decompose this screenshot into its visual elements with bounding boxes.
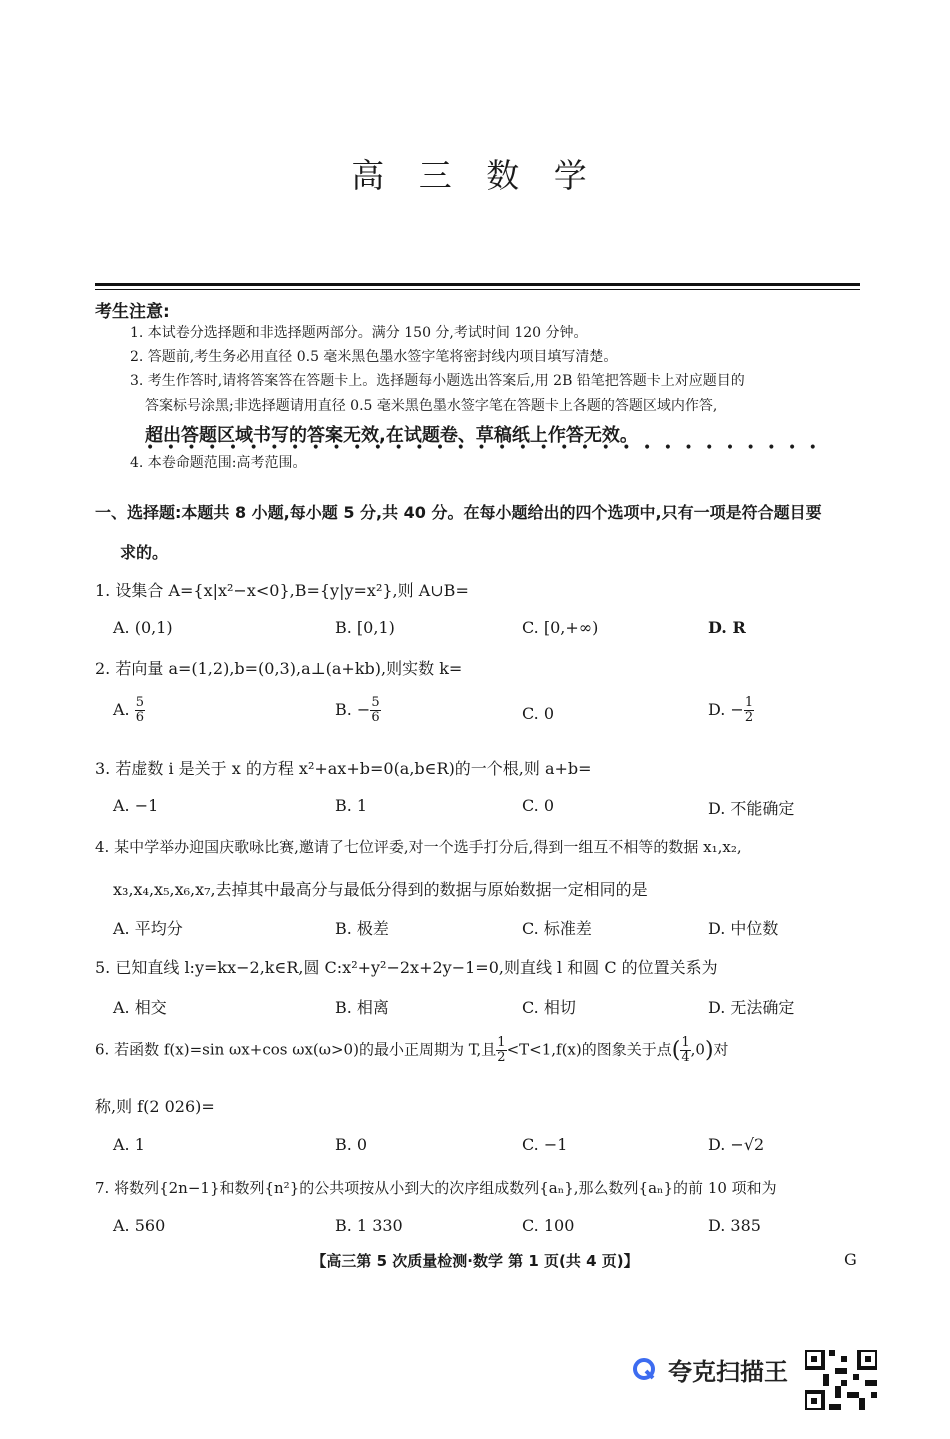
q6-stem-d: 对 [713, 1040, 729, 1059]
q6-option-b: B. 0 [335, 1135, 368, 1154]
q6-fraction-quarter [680, 1036, 690, 1065]
notice-item: 1. 本试卷分选择题和非选择题两部分。满分 150 分,考试时间 120 分钟。 [130, 325, 588, 341]
question-6-stem [95, 1036, 729, 1065]
q5-option-b: B. 相离 [335, 998, 389, 1017]
q2-d-label: D. − [708, 700, 744, 719]
section-heading-cont: 求的。 [120, 543, 169, 562]
q2-option-c: C. 0 [522, 704, 555, 723]
q2-b-fraction [370, 696, 380, 725]
q4-option-a: A. 平均分 [113, 919, 183, 938]
q3-option-b: B. 1 [335, 796, 368, 815]
q1-option-c: C. [0,+∞) [522, 618, 599, 637]
q1-option-a: A. (0,1) [113, 618, 173, 637]
frac-num: 1 [681, 1035, 690, 1050]
scanner-brand: 夸克扫描王 [668, 1358, 788, 1386]
frac-den: 4 [681, 1050, 690, 1065]
q7-option-b: B. 1 330 [335, 1216, 403, 1235]
frac-den: 6 [135, 710, 145, 725]
q3-option-a: A. −1 [113, 796, 159, 815]
q6-stem-a: 6. 若函数 f(x)=sin ωx+cos ωx(ω>0)的最小正周期为 T,且 [95, 1040, 497, 1059]
q3-option-c: C. 0 [522, 796, 555, 815]
q1-option-d: D. R [708, 618, 746, 637]
question-7-stem: 7. 将数列{2n−1}和数列{n²}的公共项按从小到大的次序组成数列{aₙ},那么数列{aₙ}的前 10 项和为 [95, 1179, 777, 1197]
page-title: 高 三 数 学 [351, 156, 599, 195]
q5-option-a: A. 相交 [113, 998, 167, 1017]
question-4-stem-cont: x₃,x₄,x₅,x₆,x₇,去掉其中最高分与最低分得到的数据与原始数据一定相同的是 [113, 880, 648, 899]
notice-heading: 考生注意: [95, 302, 170, 322]
q7-option-d: D. 385 [708, 1216, 761, 1235]
question-4-stem: 4. 某中学举办迎国庆歌咏比赛,邀请了七位评委,对一个选手打分后,得到一组互不相等的数据 x₁,x₂, [95, 838, 742, 856]
q6-stem-c: ,0 [690, 1040, 705, 1059]
frac-den: 2 [497, 1050, 506, 1065]
notice-item: 2. 答题前,考生务必用直径 0.5 毫米黑色墨水签字笔将密封线内项目填写清楚。 [130, 349, 618, 365]
page-footer: 【高三第 5 次质量检测·数学 第 1 页(共 4 页)】 [311, 1252, 639, 1270]
frac-num: 5 [135, 695, 145, 710]
qr-code-icon [805, 1350, 877, 1410]
scanner-logo-icon [632, 1357, 656, 1381]
q2-b-label: B. − [335, 700, 371, 719]
q6-option-a: A. 1 [113, 1135, 145, 1154]
q3-option-d: D. 不能确定 [708, 799, 795, 818]
question-1-stem: 1. 设集合 A={x|x²−x<0},B={y|y=x²},则 A∪B= [95, 581, 469, 600]
q1-option-b: B. [0,1) [335, 618, 395, 637]
notice-item-emphasis: 超出答题区域书写的答案无效,在试题卷、草稿纸上作答无效。 [145, 425, 638, 446]
q7-option-c: C. 100 [522, 1216, 575, 1235]
frac-num: 1 [497, 1035, 506, 1050]
q2-a-label: A. [113, 700, 130, 719]
q2-d-fraction [744, 696, 754, 725]
frac-num: 5 [371, 695, 380, 710]
q2-a-fraction [135, 696, 145, 725]
section-heading: 一、选择题:本题共 8 小题,每小题 5 分,共 40 分。在每小题给出的四个选项中,只有一项是符合题目要 [95, 503, 822, 522]
header-rule-thick [95, 283, 860, 286]
q4-option-b: B. 极差 [335, 919, 389, 938]
q6-option-c: C. −1 [522, 1135, 568, 1154]
question-2-stem: 2. 若向量 a=(1,2),b=(0,3),a⊥(a+kb),则实数 k= [95, 659, 463, 678]
q6-option-d: D. −√2 [708, 1135, 765, 1154]
q2-option-b [335, 696, 381, 725]
question-6-stem-cont: 称,则 f(2 026)= [95, 1097, 215, 1116]
notice-item: 3. 考生作答时,请将答案答在答题卡上。选择题每小题选出答案后,用 2B 铅笔把答题卡上对应题目的 [130, 373, 745, 389]
frac-den: 6 [371, 710, 380, 725]
frac-num: 1 [744, 695, 754, 710]
q5-option-d: D. 无法确定 [708, 998, 795, 1017]
q6-fraction-half [496, 1036, 506, 1065]
q2-option-a [113, 696, 145, 725]
q4-option-d: D. 中位数 [708, 919, 779, 938]
q4-option-c: C. 标准差 [522, 919, 592, 938]
q6-stem-b: <T<1,f(x)的图象关于点 [506, 1040, 672, 1059]
q6-right-paren: ) [704, 1038, 714, 1063]
version-mark: G [844, 1250, 857, 1269]
emphasis-dots: • • • • • • • • • • • • • • • • • • • • • • • • • • • • • • • • • [146, 440, 821, 456]
q2-option-d [708, 696, 754, 725]
q5-option-c: C. 相切 [522, 998, 576, 1017]
notice-item: 4. 本卷命题范围:高考范围。 [130, 455, 307, 471]
notice-item: 答案标号涂黑;非选择题请用直径 0.5 毫米黑色墨水签字笔在答题卡上各题的答题区域内作答, [145, 398, 718, 414]
q7-option-a: A. 560 [113, 1216, 166, 1235]
header-rule-thin [95, 289, 860, 290]
q6-left-paren: ( [671, 1038, 681, 1063]
frac-den: 2 [744, 710, 754, 725]
question-5-stem: 5. 已知直线 l:y=kx−2,k∈R,圆 C:x²+y²−2x+2y−1=0,则直线 l 和圆 C 的位置关系为 [95, 958, 718, 977]
question-3-stem: 3. 若虚数 i 是关于 x 的方程 x²+ax+b=0(a,b∈R)的一个根,则 a+b= [95, 759, 592, 778]
